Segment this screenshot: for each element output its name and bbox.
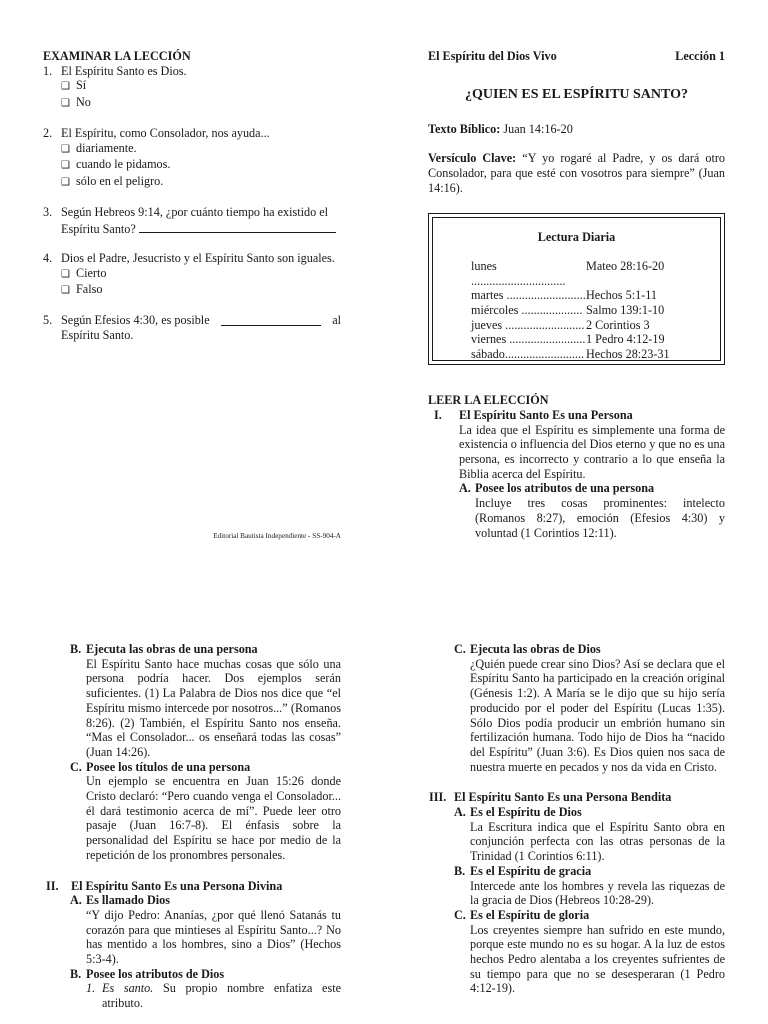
running-title: El Espíritu del Dios Vivo xyxy=(428,49,557,63)
checkbox-icon[interactable]: ❑ xyxy=(61,176,70,188)
section-3: III. El Espíritu Santo Es una Persona Bendita xyxy=(429,790,725,805)
list-item: 1. Es santo. Su propio nombre enfatiza este atributo. xyxy=(86,981,341,1011)
checkbox-icon[interactable]: ❑ xyxy=(61,268,70,280)
reading-row: sábado.......................... Hechos 28:23-31 xyxy=(471,347,670,362)
answer-blank[interactable] xyxy=(139,222,336,233)
answer-option[interactable]: ❑ sólo en el peligro. xyxy=(43,174,341,191)
texto-biblico: Texto Bíblico: Juan 14:16-20 xyxy=(428,122,573,137)
lesson-title: ¿QUIEN ES EL ESPÍRITU SANTO? xyxy=(464,86,689,102)
reading-row: viernes ......................... 1 Pedro 4:12-19 xyxy=(471,332,665,347)
leer-heading: LEER LA ELECCIÓN xyxy=(428,393,549,408)
left-top-page xyxy=(43,49,341,343)
checkbox-icon[interactable]: ❑ xyxy=(61,98,70,110)
reading-row: lunes ............................... Mateo 28:16-20 xyxy=(471,258,665,288)
examinar-heading: EXAMINAR LA LECCIÓN xyxy=(43,49,191,63)
checkbox-icon[interactable]: ❑ xyxy=(61,160,70,172)
subsection: B. Posee los atributos de Dios 1. Es santo. Su propio nombre enfatiza este atributo. xyxy=(70,966,341,1011)
reading-row: jueves .......................... 2 Corintios 3 xyxy=(471,317,650,332)
right-top-page xyxy=(428,49,725,540)
lectura-diaria-title: Lectura Diaria xyxy=(537,230,616,245)
reading-row: martes .......................... Hechos 5:1-11 xyxy=(471,288,657,303)
answer-option[interactable]: ❑ diariamente. xyxy=(43,141,341,158)
subsection: B. Es el Espíritu de gracia Intercede ante los hombres y revela las riquezas de la gracia de Dios (Hebreos 10:28-29). xyxy=(454,863,725,908)
question-1: 1. El Espíritu Santo es Dios. ❑ Sí ❑ No xyxy=(43,64,341,112)
section-title: El Espíritu Santo Es una Persona Divina xyxy=(71,878,283,893)
subsection: C. Posee los títulos de una persona Un ejemplo se encuentra en Juan 15:26 donde Cristo declaró: “Pero cuando venga el Consolador... él dará testimonio acerca de mí”. Puede leer otro pasaje (Juan 16:7-8). El énfasis sobre la personalidad del Espíritu se hace por medio de la repetición de los pronombres personales. xyxy=(70,759,341,862)
left-bottom-page xyxy=(46,642,341,1011)
publisher-footer: Editorial Bautista Independiente - SS-904-A xyxy=(213,532,341,540)
answer-option[interactable]: ❑ Sí xyxy=(43,78,341,95)
answer-option[interactable]: ❑ No xyxy=(43,95,341,112)
subsection: C. Es el Espíritu de gloria Los creyentes siempre han sufrido en este mundo, porque este mundo no es su hogar. A la luz de estos hechos Pedro alentaba a los creyentes sufrientes de su tiempo para que no se desesperaran (1 Pedro 4:12-19). xyxy=(454,907,725,996)
checkbox-icon[interactable]: ❑ xyxy=(61,285,70,297)
checkbox-icon[interactable]: ❑ xyxy=(61,81,70,93)
versiculo-clave: Versículo Clave: “Y yo rogaré al Padre, y os dará otro Consolador, para que esté con vosotros para siempre” (Juan 14:16). xyxy=(428,151,726,195)
lesson-number: Lección 1 xyxy=(675,49,725,63)
answer-option[interactable]: ❑ Cierto xyxy=(43,266,341,283)
answer-option[interactable]: ❑ Falso xyxy=(43,282,341,299)
question-4: 4. Dios el Padre, Jesucristo y el Espíritu Santo son iguales. ❑ Cierto ❑ Falso xyxy=(43,251,341,299)
checkbox-icon[interactable]: ❑ xyxy=(61,143,70,155)
section-title: El Espíritu Santo Es una Persona Bendita xyxy=(454,790,672,805)
reading-row: miércoles .................... Salmo 139:1-10 xyxy=(471,303,665,318)
section-2: II. El Espíritu Santo Es una Persona Divina xyxy=(46,879,341,894)
question-5: 5. Según Efesios 4:30, es posible al Espíritu Santo. xyxy=(43,313,341,342)
section-1: I. El Espíritu Santo Es una Persona La idea que el Espíritu es simplemente una forma de existencia o influencia del Dios eterno y que no es una persona, es incorrecto y contrario a lo que enseña la Biblia acerca del Espíritu. A. Posee los atributos de una persona Incluye tres cosas prominentes: intelecto (Romanos 8:27), emoción (Efesios 4:30) y voluntad (1 Corintios 12:11). xyxy=(434,407,726,540)
answer-blank[interactable] xyxy=(221,315,321,326)
question-3: 3. Según Hebreos 9:14, ¿por cuánto tiempo ha existido el Espíritu Santo? xyxy=(43,205,341,237)
subsection: A. Posee los atributos de una persona Incluye tres cosas prominentes: intelecto (Romanos 8:27), emoción (Efesios 4:30) y voluntad (1 Corintios 12:11). xyxy=(459,481,725,540)
question-2: 2. El Espíritu, como Consolador, nos ayuda... ❑ diariamente. ❑ cuando le pidamos. ❑ sólo en el peligro. xyxy=(43,126,341,191)
subsection: A. Es el Espíritu de Dios La Escritura indica que el Espíritu Santo obra en conjunción perfecta con las otras personas de la Trinidad (1 Corintios 6:11). xyxy=(454,805,725,864)
section-title: El Espíritu Santo Es una Persona xyxy=(459,407,633,422)
subsection: B. Ejecuta las obras de una persona El Espíritu Santo hace muchas cosas que sólo una persona podría hacer. Dos ejemplos serán suficientes. (1) La Palabra de Dios nos dice que “el Espíritu mismo intercede por nosotros...” (Romanos 8:26). (2) También, el Espíritu Santo nos enseña. “Mas el Consolador... os enseñará todas las cosas” (Juan 14:26). xyxy=(70,642,341,759)
subsection: C. Ejecuta las obras de Dios ¿Quién puede crear sino Dios? Así se declara que el Espíritu Santo ha participado en la creación original (Génesis 1:2). A María se le dijo que su hijo sería producido por el poder del Espíritu (Lucas 1:35). Sólo Dios podía producir un embrión humano sin fertilización humana. Todo hijo de Dios ha “nacido del Espíritu” (Juan 3:6). Es Dios quien nos saca de nuestra muerte en pecados y nos da vida en Cristo. xyxy=(454,642,725,774)
lectura-diaria-box xyxy=(432,217,721,361)
subsection: A. Es llamado Dios “Y dijo Pedro: Ananías, ¿por qué llenó Satanás tu corazón para que mintieses al Espíritu Santo...? No has mentido a los hombres, sino a Dios” (Hechos 5:3-4). xyxy=(70,893,341,967)
right-bottom-page xyxy=(429,642,725,996)
answer-option[interactable]: ❑ cuando le pidamos. xyxy=(43,157,341,174)
